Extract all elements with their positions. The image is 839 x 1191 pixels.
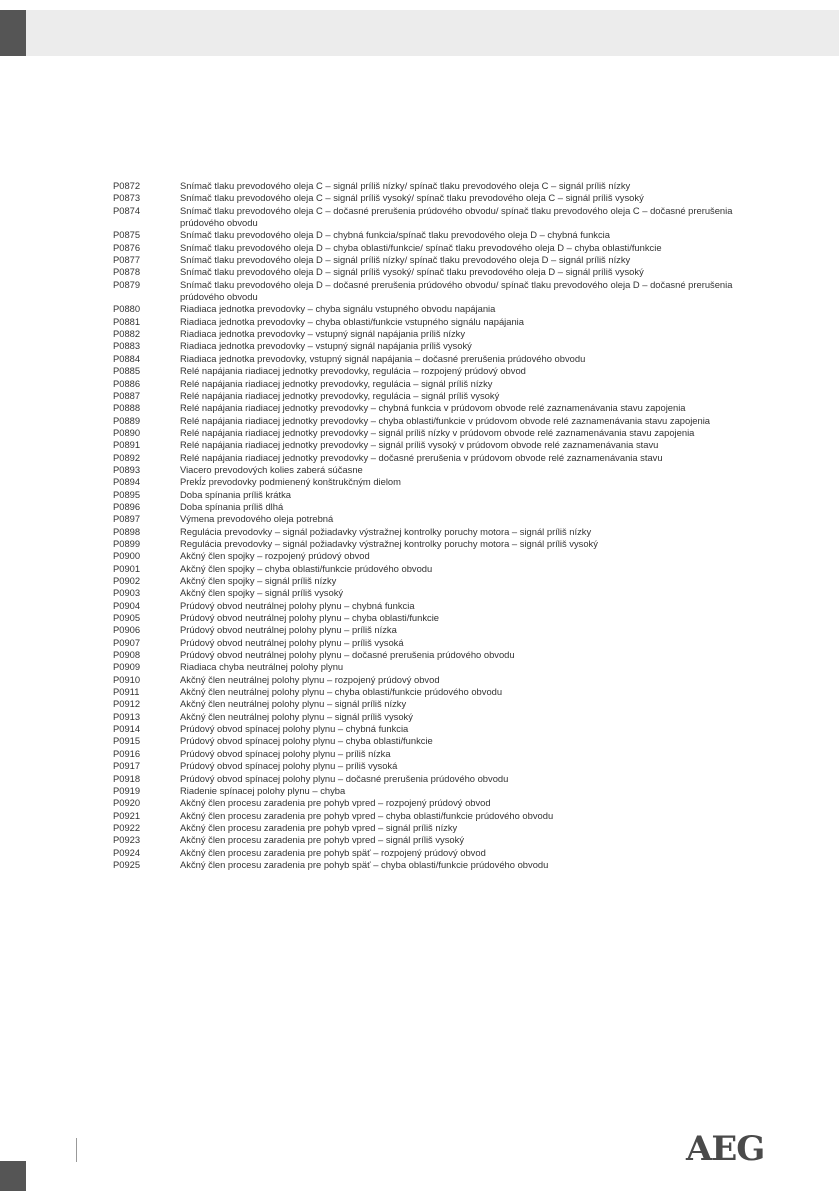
error-code: P0925 [113, 858, 141, 870]
error-code: P0892 [113, 451, 141, 463]
error-code: P0890 [113, 426, 141, 438]
header-corner-block [0, 10, 26, 56]
code-row [113, 834, 739, 846]
error-description: Akčný člen spojky – chyba oblasti/funkcie prúdového obvodu [180, 562, 433, 574]
error-code: P0881 [113, 315, 141, 327]
error-code: P0872 [113, 180, 141, 191]
error-code: P0880 [113, 303, 141, 315]
error-code-list [113, 180, 739, 871]
error-code: P0919 [113, 784, 141, 796]
error-code: P0905 [113, 612, 141, 624]
code-row [113, 624, 739, 636]
error-description: Riadiaca jednotka prevodovky – chyba oblasti/funkcie vstupného signálu napájania [180, 315, 524, 327]
code-row [113, 242, 739, 254]
code-row [113, 266, 739, 278]
error-description: Akčný člen spojky – signál príliš nízky [180, 575, 337, 586]
error-code: P0896 [113, 500, 141, 512]
error-description: Prúdový obvod neutrálnej polohy plynu – chyba oblasti/funkcie [180, 612, 440, 624]
error-code: P0914 [113, 723, 141, 735]
error-code: P0909 [113, 661, 141, 673]
error-description: Snímač tlaku prevodového oleja D – dočasné prerušenia prúdového obvodu/ spínač tlaku prevodového oleja D – dočasné prerušenia prúdového obvodu [180, 278, 733, 303]
error-code: P0873 [113, 192, 141, 204]
error-description: Riadiaca jednotka prevodovky – vstupný signál napájania príliš nízky [180, 328, 466, 340]
code-row [113, 476, 739, 488]
error-description: Akčný člen procesu zaradenia pre pohyb vpred – chyba oblasti/funkcie prúdového obvodu [180, 809, 554, 821]
error-description: Relé napájania riadiacej jednotky prevodovky – dočasné prerušenia v prúdovom obvode relé zaznamenávania stavu [180, 451, 663, 463]
error-code: P0891 [113, 439, 141, 451]
code-row [113, 279, 739, 304]
error-description: Snímač tlaku prevodového oleja D – chyba oblasti/funkcie/ spínač tlaku prevodového oleja D – chyba oblasti/funkcie [180, 241, 662, 253]
error-code: P0902 [113, 575, 141, 586]
code-row [113, 316, 739, 328]
code-row [113, 205, 739, 230]
error-code: P0874 [113, 204, 141, 216]
error-description: Prúdový obvod spínacej polohy plynu – príliš vysoká [180, 760, 398, 772]
code-row [113, 797, 739, 809]
error-description: Viacero prevodových kolies zaberá súčasne [180, 463, 363, 475]
code-row [113, 735, 739, 747]
error-description: Prúdový obvod spínacej polohy plynu – príliš nízka [180, 747, 391, 759]
error-code: P0901 [113, 562, 141, 574]
code-row [113, 847, 739, 859]
code-row [113, 698, 739, 710]
error-description: Riadenie spínacej polohy plynu – chyba [180, 784, 346, 796]
code-row [113, 785, 739, 797]
error-description: Prúdový obvod neutrálnej polohy plynu – chybná funkcia [180, 599, 415, 611]
code-row [113, 538, 739, 550]
error-code: P0897 [113, 513, 141, 525]
error-description: Relé napájania riadiacej jednotky prevodovky – chyba oblasti/funkcie v prúdovom obvode relé zaznamenávania stavu zapojenia [180, 414, 711, 426]
footer-corner-block [0, 1161, 26, 1191]
error-description: Prúdový obvod spínacej polohy plynu – dočasné prerušenia prúdového obvodu [180, 772, 509, 784]
error-description: Prúdový obvod neutrálnej polohy plynu – dočasné prerušenia prúdového obvodu [180, 649, 515, 661]
code-row [113, 180, 739, 192]
error-description: Akčný člen spojky – signál príliš vysoký [180, 587, 344, 599]
error-description: Regulácia prevodovky – signál požiadavky výstražnej kontrolky poruchy motora – signál príliš nízky [180, 525, 592, 537]
error-description: Akčný člen procesu zaradenia pre pohyb vpred – rozpojený prúdový obvod [180, 797, 491, 809]
error-description: Snímač tlaku prevodového oleja D – signál príliš nízky/ spínač tlaku prevodového oleja D – signál príliš nízky [180, 254, 631, 266]
code-row [113, 402, 739, 414]
error-code: P0878 [113, 266, 141, 278]
code-row [113, 661, 739, 673]
code-row [113, 563, 739, 575]
code-row [113, 550, 739, 562]
error-code: P0899 [113, 537, 141, 549]
code-row [113, 674, 739, 686]
error-code: P0924 [113, 846, 141, 858]
error-code: P0895 [113, 488, 141, 500]
code-row [113, 810, 739, 822]
brand-logo: AEG [686, 1129, 765, 1169]
error-code: P0894 [113, 476, 141, 488]
footer-divider [76, 1138, 77, 1162]
error-code: P0906 [113, 624, 141, 636]
error-code: P0889 [113, 414, 141, 426]
error-description: Riadiaca jednotka prevodovky, vstupný signál napájania – dočasné prerušenia prúdového obvodu [180, 352, 586, 364]
error-code: P0910 [113, 673, 141, 685]
code-row [113, 686, 739, 698]
error-code: P0922 [113, 821, 141, 833]
error-description: Akčný člen procesu zaradenia pre pohyb späť – rozpojený prúdový obvod [180, 846, 486, 858]
code-row [113, 748, 739, 760]
code-row [113, 587, 739, 599]
error-description: Relé napájania riadiacej jednotky prevodovky – signál príliš vysoký v prúdovom obvode relé zaznamenávania stavu [180, 439, 659, 451]
code-row [113, 328, 739, 340]
code-row [113, 649, 739, 661]
error-code: P0916 [113, 747, 141, 759]
error-description: Akčný člen spojky – rozpojený prúdový obvod [180, 550, 370, 562]
code-row [113, 254, 739, 266]
error-code: P0879 [113, 278, 141, 290]
error-code: P0920 [113, 797, 141, 809]
error-description: Relé napájania riadiacej jednotky prevodovky – chybná funkcia v prúdovom obvode relé zaznamenávania stavu zapojenia [180, 402, 686, 414]
code-row [113, 760, 739, 772]
error-description: Prúdový obvod spínacej polohy plynu – chyba oblasti/funkcie [180, 735, 433, 747]
error-description: Riadiaca chyba neutrálnej polohy plynu [180, 661, 344, 673]
error-description: Relé napájania riadiacej jednotky prevodovky, regulácia – signál príliš vysoký [180, 389, 500, 401]
error-description: Snímač tlaku prevodového oleja C – dočasné prerušenia prúdového obvodu/ spínač tlaku prevodového oleja C – dočasné prerušenia prúdového obvodu [180, 204, 733, 229]
error-description: Relé napájania riadiacej jednotky prevodovky – signál príliš nízky v prúdovom obvode relé zaznamenávania stavu zapojenia [180, 426, 695, 438]
code-row [113, 513, 739, 525]
error-code: P0877 [113, 254, 141, 266]
error-code: P0887 [113, 389, 141, 401]
error-description: Riadiaca jednotka prevodovky – chyba signálu vstupného obvodu napájania [180, 303, 496, 315]
code-row [113, 427, 739, 439]
code-row [113, 612, 739, 624]
error-description: Akčný člen neutrálnej polohy plynu – signál príliš nízky [180, 698, 407, 710]
error-code: P0883 [113, 340, 141, 352]
code-row [113, 464, 739, 476]
error-description: Prúdový obvod neutrálnej polohy plynu – príliš nízka [180, 624, 397, 636]
error-description: Riadiaca jednotka prevodovky – vstupný signál napájania príliš vysoký [180, 340, 472, 352]
error-code: P0875 [113, 229, 141, 241]
error-description: Akčný člen neutrálnej polohy plynu – signál príliš vysoký [180, 710, 413, 722]
code-row [113, 452, 739, 464]
error-description: Prekĺz prevodovky podmienený konštrukčným dielom [180, 476, 401, 488]
code-row [113, 390, 739, 402]
code-row [113, 822, 739, 834]
error-description: Snímač tlaku prevodového oleja D – signál príliš vysoký/ spínač tlaku prevodového oleja D – signál príliš vysoký [180, 266, 644, 278]
error-description: Akčný člen neutrálnej polohy plynu – rozpojený prúdový obvod [180, 673, 440, 685]
code-row [113, 773, 739, 785]
error-code: P0886 [113, 377, 141, 389]
error-description: Akčný člen neutrálnej polohy plynu – chyba oblasti/funkcie prúdového obvodu [180, 686, 503, 698]
error-code: P0921 [113, 809, 141, 821]
error-code: P0876 [113, 241, 141, 253]
error-description: Akčný člen procesu zaradenia pre pohyb vpred – signál príliš vysoký [180, 834, 465, 846]
error-code: P0904 [113, 599, 141, 611]
code-row [113, 637, 739, 649]
error-code: P0903 [113, 587, 141, 599]
code-row [113, 723, 739, 735]
error-description: Regulácia prevodovky – signál požiadavky výstražnej kontrolky poruchy motora – signál príliš vysoký [180, 537, 598, 549]
error-code: P0911 [113, 686, 140, 698]
code-row [113, 303, 739, 315]
code-row [113, 600, 739, 612]
error-description: Prúdový obvod neutrálnej polohy plynu – príliš vysoká [180, 636, 404, 648]
error-code: P0893 [113, 463, 141, 475]
error-code: P0917 [113, 760, 141, 772]
code-row [113, 365, 739, 377]
header-bar [26, 10, 839, 56]
error-description: Doba spínania príliš dlhá [180, 500, 284, 512]
error-description: Snímač tlaku prevodového oleja D – chybná funkcia/spínač tlaku prevodového oleja D – chybná funkcia [180, 229, 610, 241]
code-row [113, 439, 739, 451]
error-code: P0884 [113, 352, 141, 364]
error-code: P0907 [113, 636, 141, 648]
error-code: P0885 [113, 365, 141, 377]
code-row [113, 415, 739, 427]
error-description: Akčný člen procesu zaradenia pre pohyb späť – chyba oblasti/funkcie prúdového obvodu [180, 858, 549, 870]
error-description: Doba spínania príliš krátka [180, 488, 291, 500]
code-row [113, 575, 739, 587]
code-row [113, 353, 739, 365]
error-description: Prúdový obvod spínacej polohy plynu – chybná funkcia [180, 723, 409, 735]
error-description: Snímač tlaku prevodového oleja C – signál príliš nízky/ spínač tlaku prevodového oleja C – signál príliš nízky [180, 180, 631, 191]
error-code: P0913 [113, 710, 141, 722]
error-code: P0888 [113, 402, 141, 414]
error-description: Akčný člen procesu zaradenia pre pohyb vpred – signál príliš nízky [180, 821, 458, 833]
error-description: Výmena prevodového oleja potrebná [180, 513, 334, 525]
code-row [113, 340, 739, 352]
error-description: Relé napájania riadiacej jednotky prevodovky, regulácia – rozpojený prúdový obvod [180, 365, 526, 377]
code-row [113, 192, 739, 204]
code-row [113, 489, 739, 501]
error-description: Snímač tlaku prevodového oleja C – signál príliš vysoký/ spínač tlaku prevodového oleja C – signál príliš vysoký [180, 192, 644, 204]
error-code: P0912 [113, 698, 141, 710]
error-code: P0898 [113, 525, 141, 537]
error-description: Relé napájania riadiacej jednotky prevodovky, regulácia – signál príliš nízky [180, 377, 493, 389]
code-row [113, 859, 739, 871]
code-row [113, 711, 739, 723]
error-code: P0908 [113, 649, 141, 661]
error-code: P0923 [113, 834, 141, 846]
code-row [113, 229, 739, 241]
error-code: P0882 [113, 328, 141, 340]
code-row [113, 526, 739, 538]
code-row [113, 501, 739, 513]
code-row [113, 378, 739, 390]
error-code: P0915 [113, 735, 141, 747]
error-code: P0900 [113, 550, 141, 562]
error-code: P0918 [113, 772, 141, 784]
